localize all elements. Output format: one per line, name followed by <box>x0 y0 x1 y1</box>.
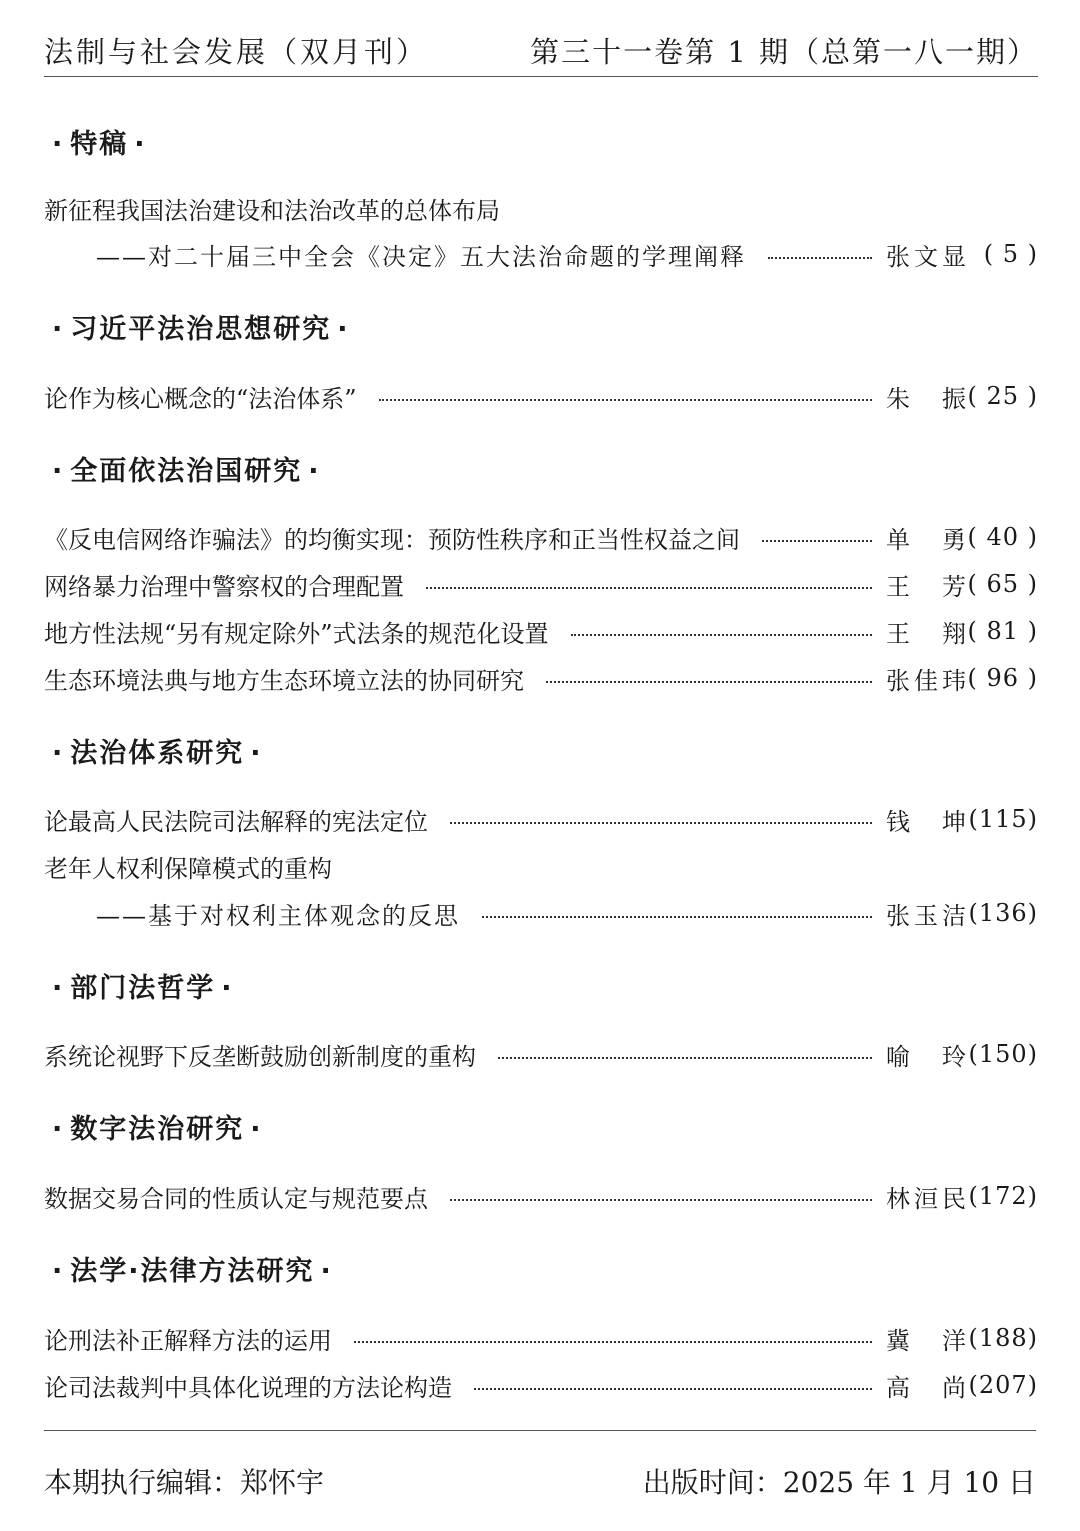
page-footer <box>44 1430 1036 1499</box>
section-title: · 习近平法治思想研究 · <box>52 314 350 345</box>
dot-leader <box>450 1199 872 1201</box>
toc-entry[interactable] <box>44 188 1038 228</box>
dot-leader <box>482 916 872 918</box>
article-subtitle: ——对二十届三中全会《决定》五大法治命题的学理阐释 <box>96 242 746 271</box>
dot-leader <box>498 1057 872 1059</box>
article-page: (207) <box>968 1371 1038 1399</box>
article-page: ( 25 ) <box>967 382 1038 410</box>
toc-entry[interactable] <box>96 234 1038 274</box>
executive-editor: 本期执行编辑：郑怀宇 <box>44 1466 325 1499</box>
article-title: 论刑法补正解释方法的运用 <box>44 1326 332 1355</box>
article-title: 论最高人民法院司法解释的宪法定位 <box>44 807 428 836</box>
article-page: (172) <box>968 1182 1038 1210</box>
page-header <box>44 28 1038 77</box>
article-page: (136) <box>968 899 1038 927</box>
toc-entry[interactable] <box>44 611 1038 651</box>
article-title: 论作为核心概念的“法治体系” <box>44 384 357 413</box>
journal-title: 法制与社会发展（双月刊） <box>44 35 429 69</box>
dot-leader <box>571 634 872 636</box>
section-title: · 法学·法律方法研究 · <box>52 1256 333 1287</box>
toc-entry[interactable] <box>44 799 1038 839</box>
issue-info: 第三十一卷第 1 期（总第一八一期） <box>530 35 1038 69</box>
article-page: ( 81 ) <box>967 617 1038 645</box>
dot-leader <box>762 540 872 542</box>
article-author: 张玉洁 <box>886 901 966 930</box>
dot-leader <box>768 257 872 259</box>
article-author: 冀 洋 <box>886 1326 966 1355</box>
toc-entry[interactable] <box>44 1176 1038 1216</box>
article-author: 王 芳 <box>886 572 966 601</box>
article-title: 生态环境法典与地方生态环境立法的协同研究 <box>44 666 524 695</box>
dot-leader <box>354 1341 872 1343</box>
article-title: 论司法裁判中具体化说理的方法论构造 <box>44 1373 452 1402</box>
article-title: 新征程我国法治建设和法治改革的总体布局 <box>44 196 500 225</box>
section-title: · 数字法治研究 · <box>52 1114 263 1145</box>
article-page: (188) <box>968 1324 1038 1352</box>
article-page: ( 96 ) <box>967 664 1038 692</box>
toc-entry[interactable] <box>44 1318 1038 1358</box>
dot-leader <box>426 587 872 589</box>
article-author: 林洹民 <box>886 1184 966 1213</box>
article-author: 喻 玲 <box>886 1042 966 1071</box>
article-title: 系统论视野下反垄断鼓励创新制度的重构 <box>44 1042 476 1071</box>
article-page: (150) <box>968 1040 1038 1068</box>
article-subtitle: ——基于对权利主体观念的反思 <box>96 901 460 930</box>
article-page: ( 40 ) <box>967 523 1038 551</box>
section-title: · 法治体系研究 · <box>52 738 263 769</box>
article-author: 张文显 <box>886 242 966 271</box>
publish-date: 出版时间：2025 年 1 月 10 日 <box>642 1466 1036 1499</box>
article-title: 地方性法规“另有规定除外”式法条的规范化设置 <box>44 619 549 648</box>
dot-leader <box>474 1388 872 1390</box>
toc-entry[interactable] <box>44 846 1038 886</box>
toc-entry[interactable] <box>44 517 1038 557</box>
article-title: 数据交易合同的性质认定与规范要点 <box>44 1184 428 1213</box>
toc-entry[interactable] <box>44 1034 1038 1074</box>
article-author: 高 尚 <box>886 1373 966 1402</box>
article-page: ( 5 ) <box>983 240 1038 268</box>
dot-leader <box>379 399 872 401</box>
article-author: 钱 坤 <box>886 807 966 836</box>
article-author: 王 翔 <box>886 619 966 648</box>
toc-entry[interactable] <box>44 658 1038 698</box>
article-page: ( 65 ) <box>967 570 1038 598</box>
article-title: 网络暴力治理中警察权的合理配置 <box>44 572 404 601</box>
dot-leader <box>450 822 872 824</box>
section-title: · 部门法哲学 · <box>52 973 234 1004</box>
article-title: 《反电信网络诈骗法》的均衡实现：预防性秩序和正当性权益之间 <box>44 525 740 554</box>
article-author: 朱 振 <box>886 384 966 413</box>
article-title: 老年人权利保障模式的重构 <box>44 854 332 883</box>
article-author: 张佳玮 <box>886 666 966 695</box>
dot-leader <box>546 681 872 683</box>
article-author: 单 勇 <box>886 525 966 554</box>
article-page: (115) <box>968 805 1038 833</box>
toc-entry[interactable] <box>96 893 1038 933</box>
toc-entry[interactable] <box>44 376 1038 416</box>
section-title: · 特稿 · <box>52 129 147 160</box>
toc-entry[interactable] <box>44 1365 1038 1405</box>
section-title: · 全面依法治国研究 · <box>52 456 321 487</box>
toc-entry[interactable] <box>44 564 1038 604</box>
